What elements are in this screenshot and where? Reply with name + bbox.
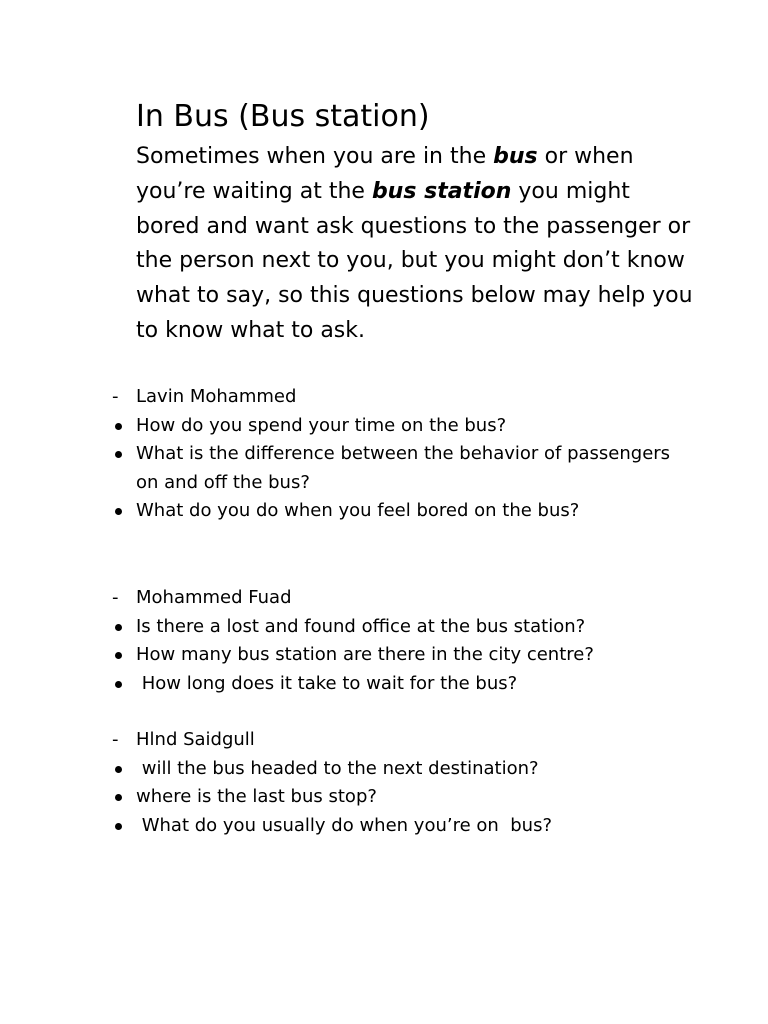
intro-text-1: Sometimes when you are in the bbox=[136, 144, 494, 169]
question-text: on and off the bus? bbox=[136, 471, 310, 493]
question-item bbox=[0, 412, 768, 441]
dash-marker: - bbox=[112, 587, 119, 608]
bullet-icon bbox=[115, 423, 122, 430]
intro-emphasis-bus: bus bbox=[493, 144, 538, 169]
intro-text-3: you might bored and want ask questions to the passenger or the person next to you, but you might don’t know what to say, so this questions below may help you to know what to ask. bbox=[136, 178, 693, 343]
question-text: What do you do when you feel bored on the bus? bbox=[136, 500, 580, 521]
question-item bbox=[0, 812, 768, 841]
author-line bbox=[0, 383, 768, 412]
question-text: What do you usually do when you’re on bus? bbox=[136, 814, 553, 836]
question-text: How many bus station are there in the city centre? bbox=[136, 644, 594, 665]
question-group-lavin bbox=[0, 383, 768, 526]
question-text: What is the difference between the behavior of passengers bbox=[136, 443, 671, 464]
question-group-saidgull bbox=[0, 726, 768, 840]
question-item-continuation bbox=[0, 469, 768, 498]
author-name: Hlnd Saidgull bbox=[136, 729, 255, 750]
author-line bbox=[0, 584, 768, 613]
bullet-icon bbox=[115, 766, 122, 773]
bullet-icon bbox=[115, 652, 122, 659]
question-text: will the bus headed to the next destination? bbox=[136, 757, 539, 779]
document-title: In Bus (Bus station) bbox=[136, 99, 430, 134]
author-name: Lavin Mohammed bbox=[136, 386, 297, 407]
question-item bbox=[0, 783, 768, 812]
bullet-icon bbox=[115, 681, 122, 688]
question-item bbox=[0, 670, 768, 699]
question-item bbox=[0, 497, 768, 526]
question-item bbox=[0, 641, 768, 670]
question-item bbox=[0, 755, 768, 784]
author-line bbox=[0, 726, 768, 755]
bullet-icon bbox=[115, 823, 122, 830]
question-text: How do you spend your time on the bus? bbox=[136, 414, 507, 436]
intro-emphasis-bus-station: bus station bbox=[371, 178, 512, 204]
dash-marker: - bbox=[112, 729, 119, 750]
question-item bbox=[0, 440, 768, 469]
intro-text-2: or when you’re waiting at the bbox=[136, 144, 634, 204]
question-group-fuad bbox=[0, 584, 768, 698]
bullet-icon bbox=[115, 794, 122, 801]
dash-marker: - bbox=[112, 386, 119, 407]
bullet-icon bbox=[115, 624, 122, 631]
question-item bbox=[0, 613, 768, 642]
author-name: Mohammed Fuad bbox=[136, 587, 292, 608]
intro-paragraph bbox=[136, 140, 696, 349]
question-text: where is the last bus stop? bbox=[136, 786, 377, 807]
bullet-icon bbox=[115, 508, 122, 515]
bullet-icon bbox=[115, 451, 122, 458]
question-text: Is there a lost and found office at the bus station? bbox=[136, 615, 586, 637]
question-text: How long does it take to wait for the bus? bbox=[136, 672, 518, 694]
